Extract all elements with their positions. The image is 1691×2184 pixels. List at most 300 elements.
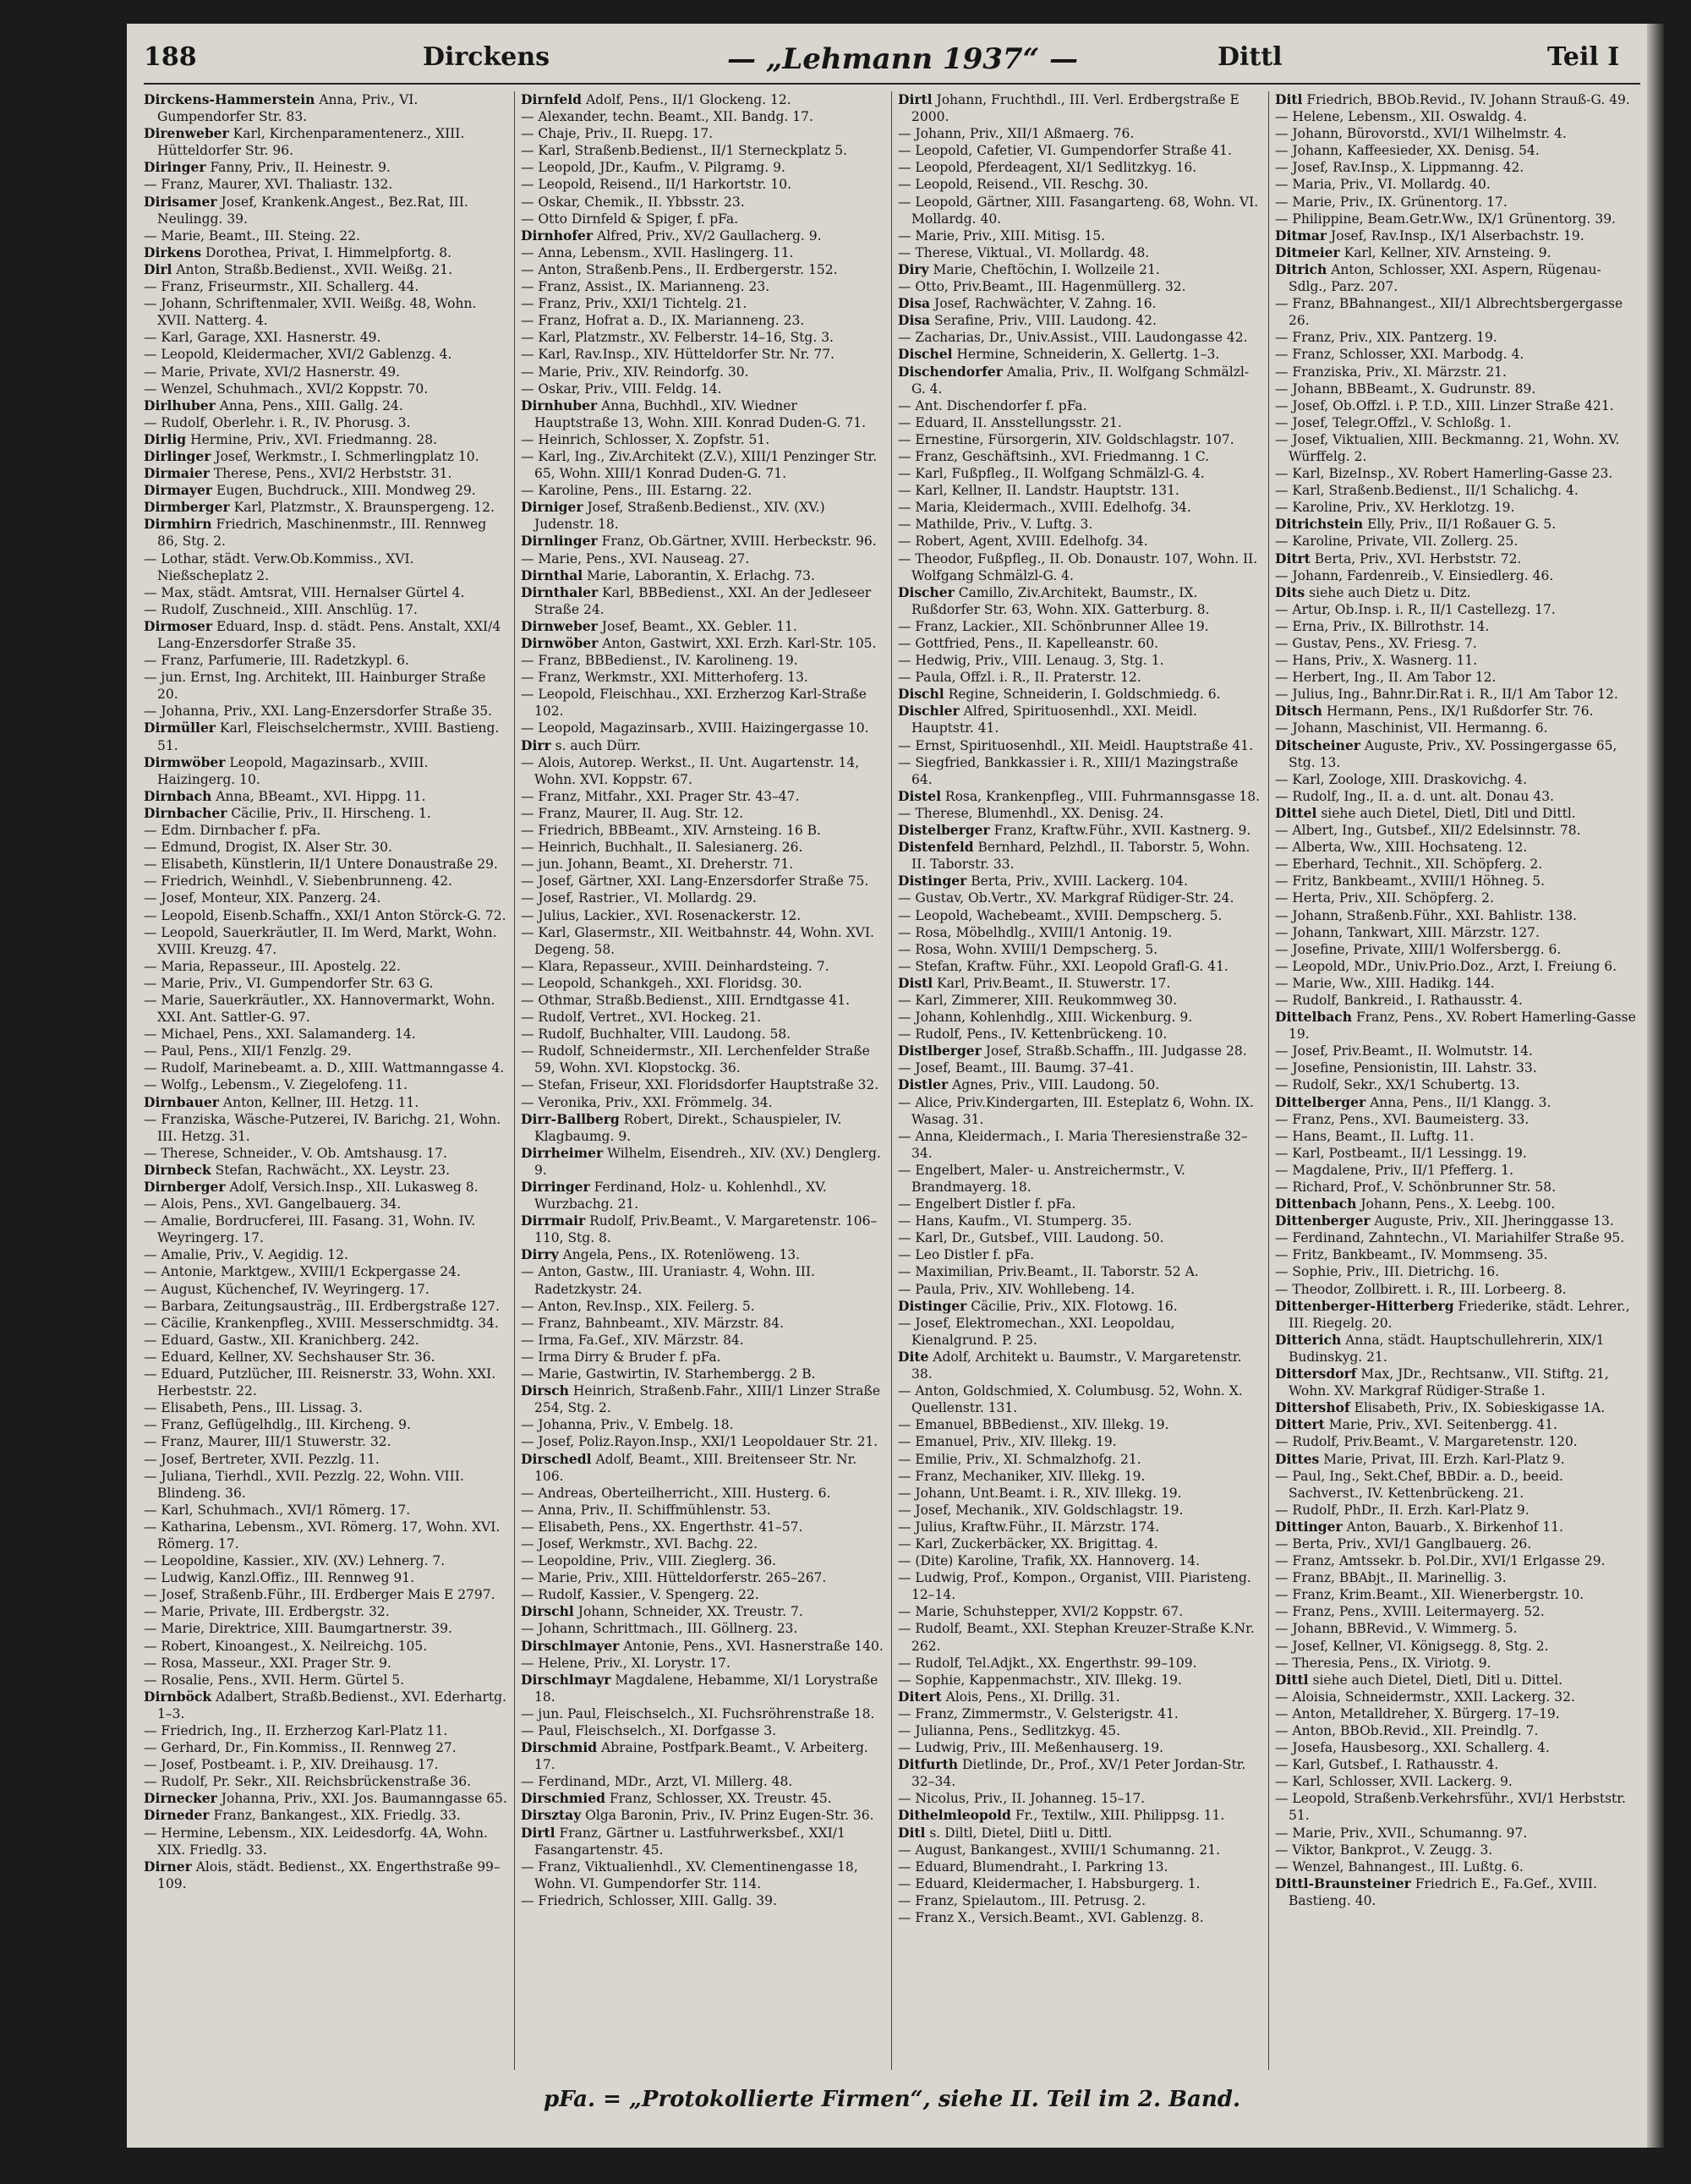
- entry-surname: Dittershof: [1275, 1399, 1350, 1416]
- entry-details: s. auch Dürr.: [555, 737, 641, 753]
- directory-entry: [1275, 1212, 1639, 1229]
- entry-details: — Fritz, Bankbeamt., IV. Mommseng. 35.: [1275, 1247, 1548, 1263]
- entry-details: — Rosa, Masseur., XXI. Prager Str. 9.: [144, 1655, 391, 1671]
- directory-entry: [1275, 1281, 1639, 1298]
- entry-details: — Maria, Kleidermach., XVIII. Edelhofg. 34.: [898, 500, 1191, 516]
- entry-details: — Ernestine, Fürsorgerin, XIV. Goldschlagstr. 107.: [898, 431, 1234, 447]
- directory-entry: [1275, 211, 1639, 227]
- directory-entry: [521, 1145, 884, 1179]
- directory-entry: [898, 261, 1261, 278]
- entry-details: Regine, Schneiderin, I. Goldschmiedg. 6.: [948, 687, 1221, 703]
- entry-details: — Leopold, Cafetier, VI. Gumpendorfer Straße 41.: [898, 143, 1232, 159]
- entry-surname: Dirnhofer: [521, 227, 594, 244]
- directory-entry: [144, 1298, 507, 1315]
- entry-details: — Franz, Maurer, XVI. Thaliastr. 132.: [144, 177, 393, 193]
- directory-entry: [898, 1485, 1261, 1502]
- directory-entry: [521, 992, 884, 1009]
- entry-details: — Eduard, Blumendraht., I. Parkring 13.: [898, 1858, 1168, 1875]
- directory-entry: [521, 1807, 884, 1824]
- entry-surname: Dirry: [521, 1246, 559, 1263]
- entry-details: — Anton, Gastw., III. Uraniastr. 4, Wohn. III. Radetzkystr. 24.: [521, 1264, 815, 1297]
- directory-entry: [521, 686, 884, 720]
- directory-entry: [898, 924, 1261, 941]
- directory-entry: [1275, 1416, 1639, 1433]
- directory-entry: [1275, 1502, 1639, 1519]
- directory-entry: [144, 499, 507, 516]
- entry-surname: Dirmhirn: [144, 516, 212, 533]
- entry-details: — Johann, Tankwart, XIII. Märzstr. 127.: [1275, 924, 1540, 940]
- directory-entry: [521, 380, 884, 397]
- entry-details: — Marie, Priv., XIII. Mitisg. 15.: [898, 227, 1106, 244]
- directory-entry: [898, 992, 1261, 1009]
- directory-entry: [898, 1263, 1261, 1280]
- entry-details: — Franz, Pens., XVIII. Leitermayerg. 52.: [1275, 1604, 1545, 1620]
- entry-details: — Josef, Gärtner, XXI. Lang-Enzersdorfer Straße 75.: [521, 873, 869, 889]
- entry-details: Anna, städt. Hauptschullehrerin, XIX/1 Budinskyg. 21.: [1289, 1332, 1605, 1365]
- directory-entry: [144, 1586, 507, 1603]
- entry-details: Max, JDr., Rechtsanw., VII. Stiftg. 21, Wohn. XV. Markgraf Rüdiger-Straße 1.: [1289, 1366, 1609, 1399]
- directory-entry: [144, 1603, 507, 1620]
- directory-entry: [1275, 1332, 1639, 1366]
- directory-entry: [898, 1162, 1261, 1196]
- directory-entry: [521, 125, 884, 142]
- part-label: Teil I: [1547, 42, 1620, 72]
- entry-surname: Ditrichstein: [1275, 516, 1364, 533]
- directory-entry: [144, 278, 507, 295]
- entry-details: — Karl, Gutsbef., I. Rathausstr. 4.: [1275, 1757, 1499, 1773]
- entry-details: — Marie, Priv., IX. Grünentorg. 17.: [1275, 194, 1508, 210]
- entry-details: — Johann, Bürovorstd., XVI/1 Wilhelmstr. 4.: [1275, 126, 1567, 142]
- column-divider: [891, 91, 892, 2070]
- directory-entry: [144, 1569, 507, 1586]
- directory-entry: [521, 1552, 884, 1569]
- directory-entry: [1275, 1672, 1639, 1689]
- entry-details: — Wenzel, Bahnangest., III. Lußtg. 6.: [1275, 1858, 1524, 1875]
- entry-details: — Heinrich, Schlosser, X. Zopfstr. 51.: [521, 431, 770, 447]
- directory-entry: [1275, 1433, 1639, 1450]
- directory-entry: [144, 1790, 507, 1807]
- directory-entry: [898, 1349, 1261, 1382]
- entry-details: — Leopold, Straßenb.Verkehrsführ., XVI/1 Herbststr. 51.: [1275, 1791, 1626, 1824]
- directory-entry: [144, 652, 507, 669]
- directory-entry: [1275, 482, 1639, 499]
- entry-details: — Theodor, Fußpfleg., II. Ob. Donaustr. 107, Wohn. II. Wolfgang Schmälzl-G. 4.: [898, 550, 1258, 583]
- directory-entry: [144, 839, 507, 856]
- directory-entry: [898, 669, 1261, 686]
- entry-surname: Dischendorfer: [898, 363, 1003, 380]
- entry-details: — Elisabeth, Künstlerin, II/1 Untere Donaustraße 29.: [144, 857, 498, 873]
- entry-surname: Ditrt: [1275, 550, 1311, 567]
- entry-surname: Discher: [898, 583, 955, 600]
- entry-surname: Dirnwöber: [521, 635, 599, 651]
- entry-details: Bernhard, Pelzhdl., II. Taborstr. 5, Wohn. II. Taborstr. 33.: [911, 840, 1250, 873]
- directory-entry: [521, 618, 884, 635]
- entry-details: — jun. Paul, Fleischselch., XI. Fuchsröhrenstraße 18.: [521, 1705, 875, 1721]
- entry-details: — Therese, Schneider., V. Ob. Amtshausg. 17.: [144, 1145, 447, 1161]
- entry-details: — Alois, Pens., XVI. Gangelbauerg. 34.: [144, 1196, 402, 1212]
- directory-entry: [1275, 1059, 1639, 1076]
- entry-details: Anna, BBeamt., XVI. Hippg. 11.: [216, 788, 426, 804]
- directory-entry: [898, 1246, 1261, 1263]
- entry-details: Stefan, Rachwächt., XX. Leystr. 23.: [215, 1162, 451, 1178]
- entry-details: — Franz, Maurer, III/1 Stuwerstr. 32.: [144, 1434, 391, 1450]
- directory-entry: [898, 414, 1261, 431]
- directory-entry: [144, 1858, 507, 1892]
- entry-details: — Alexander, techn. Beamt., XII. Bandg. 17.: [521, 109, 813, 125]
- directory-entry: [1275, 992, 1639, 1009]
- entry-details: — Franz, Mechaniker, XIV. Illekg. 19.: [898, 1468, 1146, 1484]
- directory-entry: [898, 788, 1261, 805]
- directory-entry: [521, 176, 884, 193]
- directory-entry: [1275, 1569, 1639, 1586]
- directory-entry: [1275, 194, 1639, 211]
- entry-details: — Johanna, Priv., V. Embelg. 18.: [521, 1417, 734, 1433]
- entry-details: Karl, Platzmstr., X. Braunspergeng. 12.: [233, 500, 495, 516]
- entry-details: — Franz, Werkmstr., XXI. Mitterhoferg. 13.: [521, 670, 808, 686]
- directory-entry: [898, 1416, 1261, 1433]
- entry-surname: Dirnthal: [521, 567, 583, 583]
- entry-details: — Johann, Fardenreib., V. Einsiedlerg. 46.: [1275, 567, 1554, 583]
- directory-entry: [898, 1128, 1261, 1162]
- directory-entry: [1275, 227, 1639, 244]
- entry-details: Angela, Pens., IX. Rotenlöweng. 13.: [562, 1247, 801, 1263]
- entry-details: Abraine, Postfpark.Beamt., V. Arbeiterg. 17.: [534, 1740, 868, 1773]
- directory-entry: [1275, 1076, 1639, 1093]
- directory-entry: [521, 1298, 884, 1315]
- directory-entry: [144, 1451, 507, 1468]
- entry-details: — Gerhard, Dr., Fin.Kommiss., II. Rennweg 27.: [144, 1740, 457, 1756]
- entry-details: Franz, Gärtner u. Lastfuhrwerksbef., XXI/1 Fasangartenstr. 45.: [534, 1825, 846, 1858]
- entry-details: Anton, Gastwirt, XXI. Erzh. Karl-Str. 105.: [602, 636, 877, 651]
- directory-entry: [898, 1468, 1261, 1485]
- directory-entry: [144, 822, 507, 839]
- entry-surname: Dirmüller: [144, 720, 216, 736]
- directory-entry: [144, 194, 507, 227]
- entry-surname: Dischl: [898, 686, 944, 703]
- directory-entry: [144, 227, 507, 244]
- entry-details: — Johann, Maschinist, VII. Hermanng. 6.: [1275, 720, 1548, 736]
- entry-details: — Friedrich, Weinhdl., V. Siebenbrunneng. 42.: [144, 873, 452, 889]
- directory-entry: [1275, 397, 1639, 414]
- directory-entry: [521, 1212, 884, 1246]
- entry-details: — Karl, Garage, XXI. Hasnerstr. 49.: [144, 330, 381, 346]
- directory-entry: [144, 550, 507, 584]
- entry-details: — Marie, Priv., XVII., Schumanng. 97.: [1275, 1825, 1528, 1841]
- directory-entry: [144, 1620, 507, 1637]
- entry-details: — Paula, Offzl. i. R., II. Praterstr. 12.: [898, 670, 1141, 686]
- entry-details: Leopold, Magazinsarb., XVIII. Haizingerg. 10.: [157, 754, 429, 787]
- entry-details: — Elisabeth, Pens., XX. Engerthstr. 41–57.: [521, 1519, 803, 1535]
- directory-entry: [1275, 295, 1639, 329]
- directory-entry: [898, 873, 1261, 889]
- directory-entry: [144, 1399, 507, 1416]
- directory-entry: [898, 686, 1261, 703]
- directory-entry: [1275, 1179, 1639, 1196]
- directory-entry: [1275, 1756, 1639, 1773]
- entry-details: Marie, Privat, III. Erzh. Karl-Platz 9.: [1323, 1451, 1565, 1467]
- entry-details: — Therese, Blumenhdl., XX. Denisg. 24.: [898, 805, 1164, 821]
- directory-entry: [144, 329, 507, 346]
- directory-entry: [1275, 244, 1639, 261]
- entry-details: — Josef, Beamt., III. Baumg. 37–41.: [898, 1060, 1135, 1076]
- directory-entry: [521, 1790, 884, 1807]
- entry-details: — Rudolf, Sekr., XX/1 Schubertg. 13.: [1275, 1077, 1520, 1093]
- entry-details: siehe auch Dietz u. Ditz.: [1309, 584, 1471, 600]
- entry-details: — Franz, BBBedienst., IV. Karolineng. 19.: [521, 653, 798, 669]
- directory-entry: [521, 889, 884, 906]
- entry-details: — Marie, Priv., XIV. Reindorfg. 30.: [521, 364, 749, 380]
- entry-surname: Disa: [898, 295, 931, 312]
- directory-entry: [1275, 91, 1639, 108]
- entry-details: — Artur, Ob.Insp. i. R., II/1 Castellezg. 17.: [1275, 601, 1556, 617]
- entry-details: — Edm. Dirnbacher f. pFa.: [144, 823, 321, 839]
- entry-surname: Dirnweber: [521, 617, 598, 634]
- directory-entry: [898, 1569, 1261, 1603]
- entry-details: — Anna, Priv., II. Schiffmühlenstr. 53.: [521, 1502, 771, 1518]
- entry-details: — August, Küchenchef, IV. Weyringerg. 17.: [144, 1281, 430, 1297]
- directory-entry: [1275, 975, 1639, 992]
- directory-entry: [521, 1433, 884, 1450]
- entry-details: — Friedrich, Schlosser, XIII. Gallg. 39.: [521, 1892, 777, 1908]
- directory-entry: [521, 1569, 884, 1586]
- entry-details: — Ludwig, Kanzl.Offiz., III. Rennweg 91.: [144, 1570, 415, 1586]
- directory-entry: [1275, 958, 1639, 975]
- entry-details: — Josef, Poliz.Rayon.Insp., XXI/1 Leopoldauer Str. 21.: [521, 1434, 878, 1450]
- entry-surname: Diry: [898, 260, 929, 277]
- entry-surname: Dirschlmayr: [521, 1671, 611, 1688]
- entry-details: — Anton, Straßenb.Pens., II. Erdbergerstr. 152.: [521, 261, 838, 277]
- entry-details: Adolf, Architekt u. Baumstr., V. Margaretenstr. 38.: [911, 1349, 1242, 1382]
- directory-entry: [144, 1162, 507, 1179]
- directory-entry: [898, 397, 1261, 414]
- entry-details: — Karl, Zoologe, XIII. Draskovichg. 4.: [1275, 771, 1528, 787]
- entry-details: — Marie, Priv., VI. Gumpendorfer Str. 63 G.: [144, 975, 434, 991]
- entry-details: Friederike, städt. Lehrer., III. Riegelg. 20.: [1289, 1298, 1630, 1331]
- entry-details: — Wenzel, Schuhmach., XVI/2 Koppstr. 70.: [144, 380, 429, 397]
- directory-entry: [144, 1366, 507, 1399]
- entry-details: — Irma Dirry & Bruder f. pFa.: [521, 1349, 721, 1365]
- entry-surname: Dirtl: [898, 91, 933, 107]
- entry-details: — Zacharias, Dr., Univ.Assist., VIII. Laudongasse 42.: [898, 330, 1248, 346]
- entry-details: Josef, Rachwächter, V. Zahng. 16.: [934, 296, 1157, 312]
- entry-details: — Marie, Sauerkräutler., XX. Hannovermarkt, Wohn. XXI. Ant. Sattler-G. 97.: [144, 992, 495, 1026]
- directory-entry: [1275, 1246, 1639, 1263]
- entry-details: — Ant. Dischendorfer f. pFa.: [898, 397, 1087, 413]
- entry-details: — Franz, Pens., XVI. Baumeisterg. 33.: [1275, 1111, 1530, 1127]
- entry-details: — Franz, Priv., XXI/1 Tichtelg. 21.: [521, 296, 747, 312]
- entry-details: siehe auch Dietel, Dietl, Ditl u. Dittel.: [1312, 1672, 1563, 1688]
- directory-entry: [144, 1076, 507, 1093]
- directory-entry: [898, 1094, 1261, 1128]
- entry-surname: Ditl: [898, 1824, 926, 1841]
- entry-details: — Julianna, Pens., Sedlitzkyg. 45.: [898, 1723, 1121, 1738]
- entry-details: — Irma, Fa.Gef., XIV. Märzstr. 84.: [521, 1332, 744, 1348]
- directory-entry: [898, 941, 1261, 958]
- entry-details: — Rudolf, Pens., IV. Kettenbrückeng. 10.: [898, 1026, 1168, 1043]
- directory-entry: [144, 397, 507, 414]
- column-4: [1275, 91, 1639, 2070]
- entry-details: Josef, Rav.Insp., IX/1 Alserbachstr. 19.: [1331, 227, 1584, 244]
- entry-surname: Distinger: [898, 1297, 967, 1314]
- directory-entry: [898, 822, 1261, 839]
- directory-entry: [144, 1825, 507, 1858]
- directory-entry: [1275, 380, 1639, 397]
- entry-details: — August, Bankangest., XVIII/1 Schumanng. 21.: [898, 1842, 1221, 1858]
- directory-entry: [898, 1842, 1261, 1858]
- entry-details: Josef, Krankenk.Angest., Bez.Rat, III. Neulingg. 39.: [157, 194, 468, 227]
- entry-details: — Leo Distler f. pFa.: [898, 1247, 1035, 1263]
- entry-details: — Aloisia, Schneidermstr., XXII. Lackerg. 32.: [1275, 1689, 1575, 1705]
- entry-surname: Distenfeld: [898, 839, 974, 856]
- entry-surname: Dittersdorf: [1275, 1366, 1357, 1382]
- directory-entry: [521, 1263, 884, 1297]
- entry-details: Rudolf, Priv.Beamt., V. Margaretenstr. 106–110, Stg. 8.: [534, 1213, 878, 1246]
- directory-entry: [898, 1825, 1261, 1842]
- directory-entry: [1275, 1655, 1639, 1672]
- directory-entry: [1275, 703, 1639, 720]
- entry-details: Franz, Pens., XV. Robert Hamerling-Gasse 19.: [1289, 1010, 1636, 1043]
- entry-surname: Dirnböck: [144, 1688, 212, 1705]
- entry-details: — Amalie, Priv., V. Aegidig. 12.: [144, 1247, 348, 1263]
- directory-entry: [521, 295, 884, 312]
- entry-surname: Dirniger: [521, 499, 583, 516]
- entry-surname: Distlberger: [898, 1043, 982, 1059]
- entry-details: — Maria, Repasseur., III. Apostelg. 22.: [144, 958, 401, 974]
- directory-entry: [521, 1535, 884, 1552]
- entry-details: — Johann, Schriftenmaler, XVII. Weißg. 48, Wohn. XVII. Natterg. 4.: [144, 296, 477, 329]
- entry-details: — Marie, Private, III. Erdbergstr. 32.: [144, 1604, 390, 1620]
- entry-surname: Dirringer: [521, 1179, 590, 1195]
- entry-details: — Maria, Priv., VI. Mollardg. 40.: [1275, 177, 1491, 193]
- entry-details: — Helene, Lebensm., XII. Oswaldg. 4.: [1275, 109, 1527, 125]
- directory-entry: [1275, 941, 1639, 958]
- directory-entry: [898, 176, 1261, 193]
- entry-details: — Johann, Kohlenhdlg., XIII. Wickenburg. 9.: [898, 1010, 1193, 1026]
- entry-details: — Sophie, Kappenmachstr., XIV. Illekg. 19.: [898, 1672, 1182, 1688]
- directory-entry: [1275, 1552, 1639, 1569]
- entry-surname: Ditert: [898, 1688, 942, 1705]
- entry-details: Franz, Ob.Gärtner, XVIII. Herbeckstr. 96.: [601, 534, 877, 550]
- entry-details: — Rudolf, Priv.Beamt., V. Margaretenstr. 120.: [1275, 1434, 1578, 1450]
- directory-entry: [1275, 516, 1639, 533]
- entry-details: — Hermine, Lebensm., XIX. Leidesdorfg. 4A, Wohn. XIX. Friedlg. 33.: [144, 1825, 488, 1858]
- entry-details: Franz, Kraftw.Führ., XVII. Kastnerg. 9.: [993, 823, 1251, 839]
- directory-entry: [521, 108, 884, 125]
- entry-surname: Dirschedl: [521, 1450, 592, 1467]
- directory-entry: [521, 720, 884, 736]
- directory-entry: [144, 1552, 507, 1569]
- entry-details: — Karl, Straßenb.Bedienst., II/1 Sterneckplatz 5.: [521, 143, 848, 159]
- entry-details: Josef, Straßb.Schaffn., III. Judgasse 28.: [985, 1043, 1247, 1059]
- directory-entry: [1275, 1111, 1639, 1128]
- entry-details: — Franziska, Wäsche-Putzerei, IV. Barichg. 21, Wohn. III. Hetzg. 31.: [144, 1111, 501, 1144]
- directory-entry: [521, 1502, 884, 1519]
- directory-entry: [521, 822, 884, 839]
- entry-details: — Leopold, Gärtner, XIII. Fasangarteng. 68, Wohn. VI. Mollardg. 40.: [898, 194, 1259, 227]
- directory-entry: [898, 1655, 1261, 1672]
- entry-details: — Josef, Priv.Beamt., II. Wolmutstr. 14.: [1275, 1043, 1533, 1059]
- directory-entry: [144, 1773, 507, 1790]
- directory-entry: [1275, 1535, 1639, 1552]
- directory-entry: [144, 261, 507, 278]
- directory-entry: [144, 1416, 507, 1433]
- entry-details: — Paula, Priv., XIV. Wohllebeng. 14.: [898, 1281, 1136, 1297]
- directory-entry: [521, 533, 884, 550]
- directory-entry: [521, 142, 884, 159]
- entry-details: — Josef, Straßenb.Führ., III. Erdberger Mais E 2797.: [144, 1587, 495, 1603]
- entry-details: — Josef, Rastrier., VI. Mollardg. 29.: [521, 890, 757, 906]
- directory-entry: [898, 1212, 1261, 1229]
- directory-entry: [898, 1909, 1261, 1926]
- entry-details: — Franz, Schlosser, XXI. Marbodg. 4.: [1275, 347, 1524, 363]
- directory-entry: [521, 1773, 884, 1790]
- entry-details: Josef, Werkmstr., I. Schmerlingplatz 10.: [215, 448, 479, 464]
- directory-entry: [898, 839, 1261, 873]
- entry-details: Johann, Pens., X. Leebg. 100.: [1360, 1196, 1556, 1212]
- directory-entry: [521, 1416, 884, 1433]
- directory-entry: [521, 1586, 884, 1603]
- directory-entry: [521, 635, 884, 652]
- directory-entry: [898, 584, 1261, 618]
- entry-details: — Leopoldine, Priv., VIII. Zieglerg. 36.: [521, 1553, 777, 1569]
- directory-entry: [1275, 1451, 1639, 1468]
- entry-surname: Dirschmied: [521, 1790, 605, 1807]
- entry-details: — Josef, Werkmstr., XVI. Bachg. 22.: [521, 1535, 758, 1552]
- entry-details: — Julius, Lackier., XVI. Rosenackerstr. 12.: [521, 907, 802, 923]
- entry-details: — Karl, Glasermstr., XII. Weitbahnstr. 44, Wohn. XVI. Degeng. 58.: [521, 924, 874, 957]
- column-1: [144, 91, 507, 2070]
- entry-surname: Distinger: [898, 873, 967, 889]
- directory-entry: [521, 1603, 884, 1620]
- directory-entry: [898, 278, 1261, 295]
- entry-details: — Oskar, Priv., VIII. Feldg. 14.: [521, 380, 722, 397]
- directory-entry: [898, 1620, 1261, 1654]
- entry-details: — (Dite) Karoline, Trafik, XX. Hannoverg. 14.: [898, 1553, 1201, 1569]
- page-footer: pFa. = „Protokollierte Firmen“, siehe II. Teil im 2. Band.: [543, 2087, 1241, 2112]
- entry-details: — Marie, Priv., XIII. Hütteldorferstr. 265–267.: [521, 1570, 827, 1586]
- entry-surname: Dittelbach: [1275, 1009, 1352, 1026]
- entry-details: — Franz, Zimmermstr., V. Gelsterigstr. 41.: [898, 1705, 1179, 1721]
- directory-entry: [1275, 1722, 1639, 1739]
- directory-entry: [521, 975, 884, 992]
- entry-details: — Philippine, Beam.Getr.Ww., IX/1 Grünentorg. 39.: [1275, 211, 1616, 227]
- directory-entry: [144, 618, 507, 652]
- directory-entry: [898, 1298, 1261, 1315]
- entry-details: — Franz, Parfumerie, III. Radetzkypl. 6.: [144, 653, 409, 669]
- directory-entry: [521, 346, 884, 363]
- entry-details: — Rosa, Wohn. XVIII/1 Dempscherg. 5.: [898, 941, 1158, 957]
- entry-surname: Ditscheiner: [1275, 736, 1360, 753]
- directory-entry: [521, 194, 884, 211]
- directory-entry: [521, 1672, 884, 1705]
- entry-surname: Dirmoser: [144, 617, 212, 634]
- entry-details: — Theresia, Pens., IX. Viriotg. 9.: [1275, 1655, 1491, 1671]
- entry-details: — Johann, BBRevid., V. Wimmerg. 5.: [1275, 1621, 1518, 1637]
- entry-details: — Rudolf, Ing., II. a. d. unt. alt. Donau 43.: [1275, 788, 1554, 804]
- directory-entry: [144, 1672, 507, 1689]
- directory-entry: [1275, 1875, 1639, 1909]
- directory-entry: [1275, 839, 1639, 856]
- directory-entry: [144, 516, 507, 550]
- entry-details: Karl, Kirchenparamentenerz., XIII. Hütteldorfer Str. 96.: [157, 126, 465, 159]
- directory-entry: [898, 703, 1261, 736]
- directory-entry: [898, 975, 1261, 992]
- entry-details: Alois, Pens., XI. Drillg. 31.: [945, 1689, 1120, 1705]
- directory-entry: [1275, 1519, 1639, 1535]
- directory-entry: [1275, 584, 1639, 601]
- directory-entry: [1275, 889, 1639, 906]
- entry-surname: Dirner: [144, 1858, 192, 1875]
